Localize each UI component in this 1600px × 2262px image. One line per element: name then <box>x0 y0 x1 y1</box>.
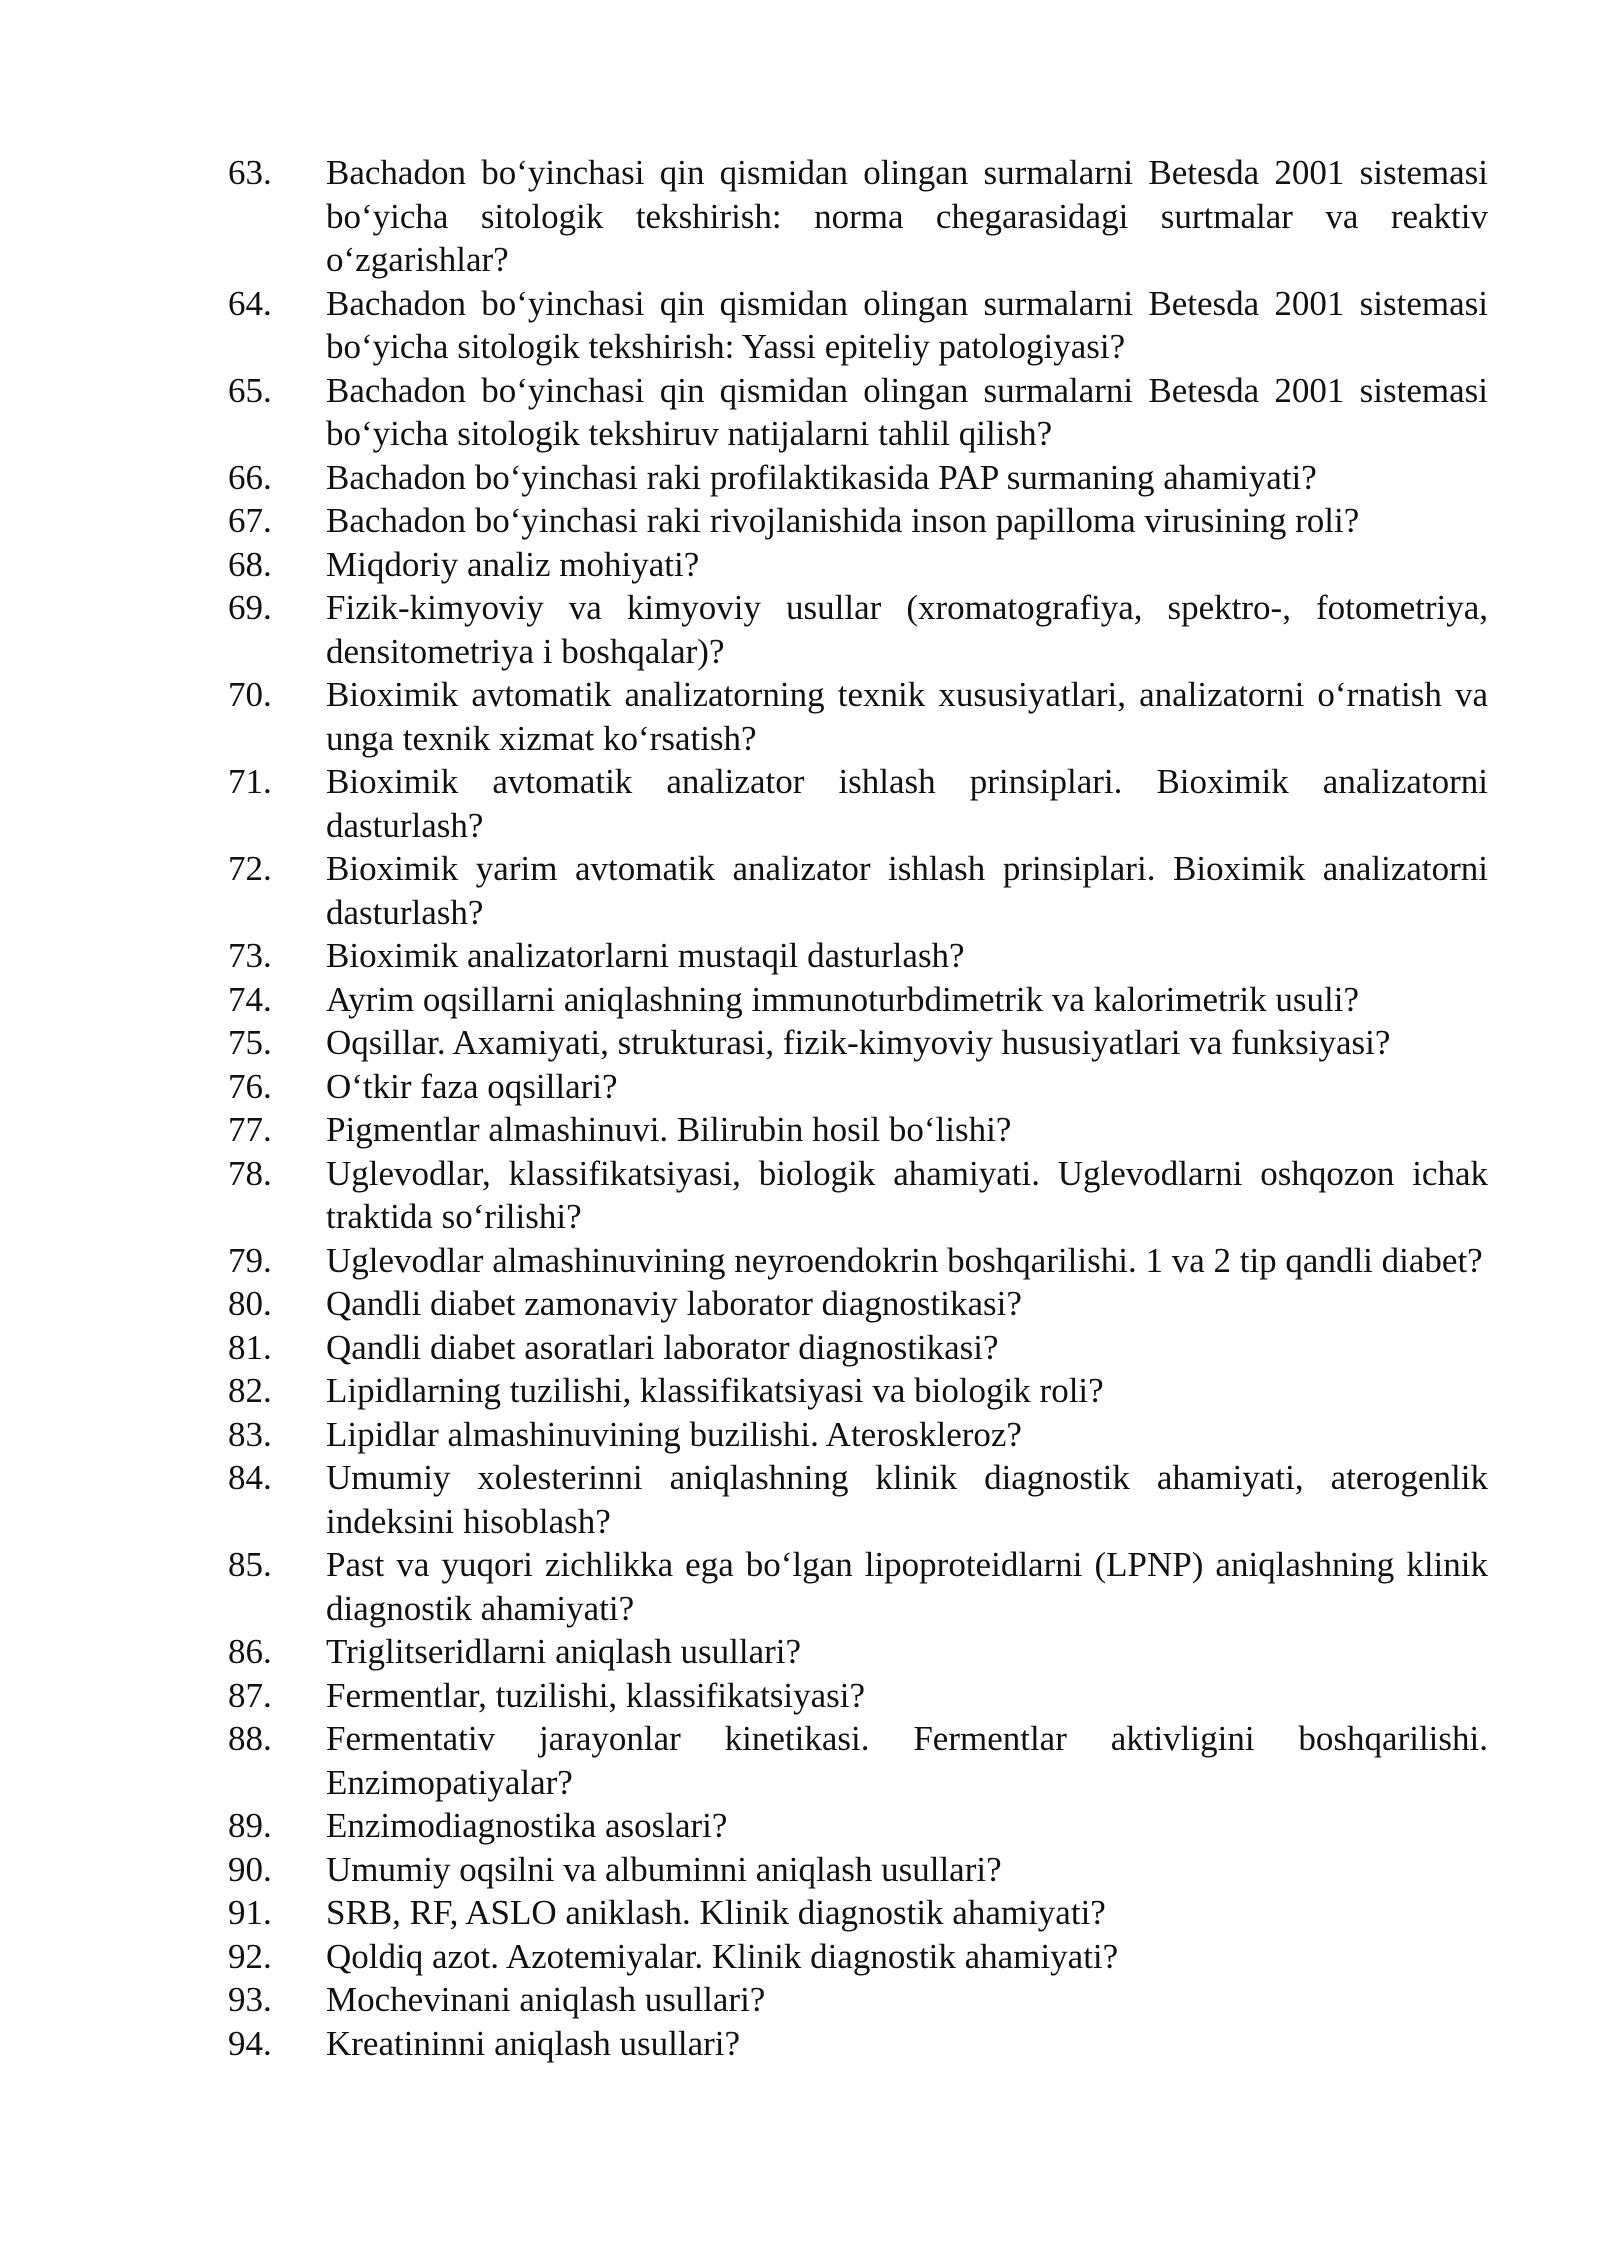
list-item <box>228 1326 1488 1370</box>
question-number: 89. <box>228 1806 272 1845</box>
question-number: 76. <box>228 1066 272 1106</box>
question-number: 74. <box>228 979 272 1019</box>
question-number: 81. <box>228 1327 272 1367</box>
list-item <box>228 2022 1488 2066</box>
question-number: 86. <box>228 1632 272 1671</box>
list-item <box>228 847 1488 934</box>
question-text: Past va yuqori zichlikka ega bo‘lgan lipoproteidlarni (LPNP) aniqlashning klinik diagnostik ahamiyati? <box>326 1545 1488 1628</box>
question-text: Bioximik analizatorlarni mustaqil dasturlash? <box>326 936 965 975</box>
question-text: Ayrim oqsillarni aniqlashning immunoturbdimetrik va kalorimetrik usuli? <box>326 979 1360 1019</box>
list-item <box>228 673 1488 760</box>
question-number: 93. <box>228 1980 272 2019</box>
question-text: Oqsillar. Axamiyati, strukturasi, fizik-kimyoviy hususiyatlari va funksiyasi? <box>326 1023 1391 1062</box>
question-text: Triglitseridlarni aniqlash usullari? <box>326 1632 802 1671</box>
question-text: Fizik-kimyoviy va kimyoviy usullar (xromatografiya, spektro-, fotometriya, densitometriya i boshqalar)? <box>326 588 1488 671</box>
question-number: 80. <box>228 1284 272 1323</box>
question-number: 92. <box>228 1936 272 1976</box>
list-item <box>228 978 1488 1022</box>
list-item <box>228 1456 1488 1543</box>
question-number: 84. <box>228 1458 272 1497</box>
list-item <box>228 1021 1488 1065</box>
question-number: 68. <box>228 544 272 584</box>
list-item <box>228 934 1488 978</box>
question-number: 87. <box>228 1675 272 1715</box>
question-text: Qandli diabet zamonaviy laborator diagnostikasi? <box>326 1284 1022 1323</box>
question-text: Fermentlar, tuzilishi, klassifikatsiyasi? <box>326 1675 866 1715</box>
question-number: 79. <box>228 1240 272 1280</box>
question-text: Umumiy xolesterinni aniqlashning klinik diagnostik ahamiyati, aterogenlik indeksini hisoblash? <box>326 1458 1488 1541</box>
question-text: Bachadon bo‘yinchasi raki profilaktikasida PAP surmaning ahamiyati? <box>326 457 1317 497</box>
question-number: 73. <box>228 936 272 975</box>
list-item <box>228 1978 1488 2022</box>
question-number: 83. <box>228 1414 272 1454</box>
list-item <box>228 369 1488 456</box>
list-item <box>228 543 1488 587</box>
list-item <box>228 586 1488 673</box>
list-item <box>228 1065 1488 1109</box>
question-list <box>228 151 1488 2065</box>
question-text: Bachadon bo‘yinchasi raki rivojlanishida inson papilloma virusining roli? <box>326 501 1360 540</box>
list-item <box>228 1674 1488 1718</box>
list-item <box>228 499 1488 543</box>
question-text: O‘tkir faza oqsillari? <box>326 1066 618 1106</box>
question-number: 67. <box>228 501 272 540</box>
question-text: Bioximik avtomatik analizator ishlash prinsiplari. Bioximik analizatorni dasturlash? <box>326 762 1488 845</box>
question-number: 78. <box>228 1153 272 1193</box>
list-item <box>228 151 1488 282</box>
question-text: Bachadon bo‘yinchasi qin qismidan olingan surmalarni Betesda 2001 sistemasi bo‘yicha sitologik tekshirish: norma chegarasidagi surtmalar va reaktiv o‘zgarishlar? <box>326 153 1488 279</box>
question-number: 71. <box>228 762 272 801</box>
question-number: 88. <box>228 1719 272 1758</box>
question-text: Uglevodlar almashinuvining neyroendokrin boshqarilishi. 1 va 2 tip qandli diabet? <box>326 1240 1483 1280</box>
list-item <box>228 282 1488 369</box>
list-item <box>228 1804 1488 1848</box>
question-text: Uglevodlar, klassifikatsiyasi, biologik ahamiyati. Uglevodlarni oshqozon ichak traktida so‘rilishi? <box>326 1153 1488 1236</box>
question-text: Umumiy oqsilni va albuminni aniqlash usullari? <box>326 1849 1002 1889</box>
question-text: Lipidlar almashinuvining buzilishi. Ateroskleroz? <box>326 1414 1022 1454</box>
question-number: 66. <box>228 457 272 497</box>
list-item <box>228 1369 1488 1413</box>
question-text: Bioximik avtomatik analizatorning texnik xususiyatlari, analizatorni o‘rnatish va unga texnik xizmat ko‘rsatish? <box>326 675 1488 758</box>
list-item <box>228 1152 1488 1239</box>
question-text: Bachadon bo‘yinchasi qin qismidan olingan surmalarni Betesda 2001 sistemasi bo‘yicha sitologik tekshiruv natijalarni tahlil qilish? <box>326 370 1488 453</box>
list-item <box>228 456 1488 500</box>
list-item <box>228 1108 1488 1152</box>
list-item <box>228 1282 1488 1326</box>
question-number: 72. <box>228 849 272 888</box>
question-number: 91. <box>228 1893 272 1932</box>
question-number: 85. <box>228 1545 272 1584</box>
list-item <box>228 1848 1488 1892</box>
question-text: Fermentativ jarayonlar kinetikasi. Fermentlar aktivligini boshqarilishi. Enzimopatiyalar? <box>326 1719 1488 1802</box>
list-item <box>228 1543 1488 1630</box>
question-text: Kreatininni aniqlash usullari? <box>326 2023 741 2063</box>
question-number: 94. <box>228 2023 272 2063</box>
question-number: 65. <box>228 370 272 410</box>
question-number: 70. <box>228 675 272 714</box>
list-item <box>228 760 1488 847</box>
question-number: 75. <box>228 1023 272 1062</box>
question-text: Bachadon bo‘yinchasi qin qismidan olingan surmalarni Betesda 2001 sistemasi bo‘yicha sitologik tekshirish: Yassi epiteliy patologiyasi? <box>326 283 1488 366</box>
list-item <box>228 1413 1488 1457</box>
question-number: 90. <box>228 1849 272 1889</box>
question-text: Lipidlarning tuzilishi, klassifikatsiyasi va biologik roli? <box>326 1371 1104 1410</box>
question-text: Mochevinani aniqlash usullari? <box>326 1980 766 2019</box>
list-item <box>228 1935 1488 1979</box>
question-text: Qandli diabet asoratlari laborator diagnostikasi? <box>326 1327 999 1367</box>
list-item <box>228 1891 1488 1935</box>
question-number: 82. <box>228 1371 272 1410</box>
list-item <box>228 1717 1488 1804</box>
question-text: SRB, RF, ASLO aniklash. Klinik diagnostik ahamiyati? <box>326 1893 1106 1932</box>
question-text: Enzimodiagnostika asoslari? <box>326 1806 728 1845</box>
question-number: 63. <box>228 153 272 192</box>
question-text: Pigmentlar almashinuvi. Bilirubin hosil bo‘lishi? <box>326 1110 1012 1149</box>
list-item <box>228 1239 1488 1283</box>
list-item <box>228 1630 1488 1674</box>
question-text: Bioximik yarim avtomatik analizator ishlash prinsiplari. Bioximik analizatorni dasturlash? <box>326 849 1488 932</box>
question-number: 64. <box>228 283 272 323</box>
question-number: 77. <box>228 1110 272 1149</box>
question-text: Miqdoriy analiz mohiyati? <box>326 544 700 584</box>
question-number: 69. <box>228 588 272 627</box>
question-text: Qoldiq azot. Azotemiyalar. Klinik diagnostik ahamiyati? <box>326 1936 1119 1976</box>
